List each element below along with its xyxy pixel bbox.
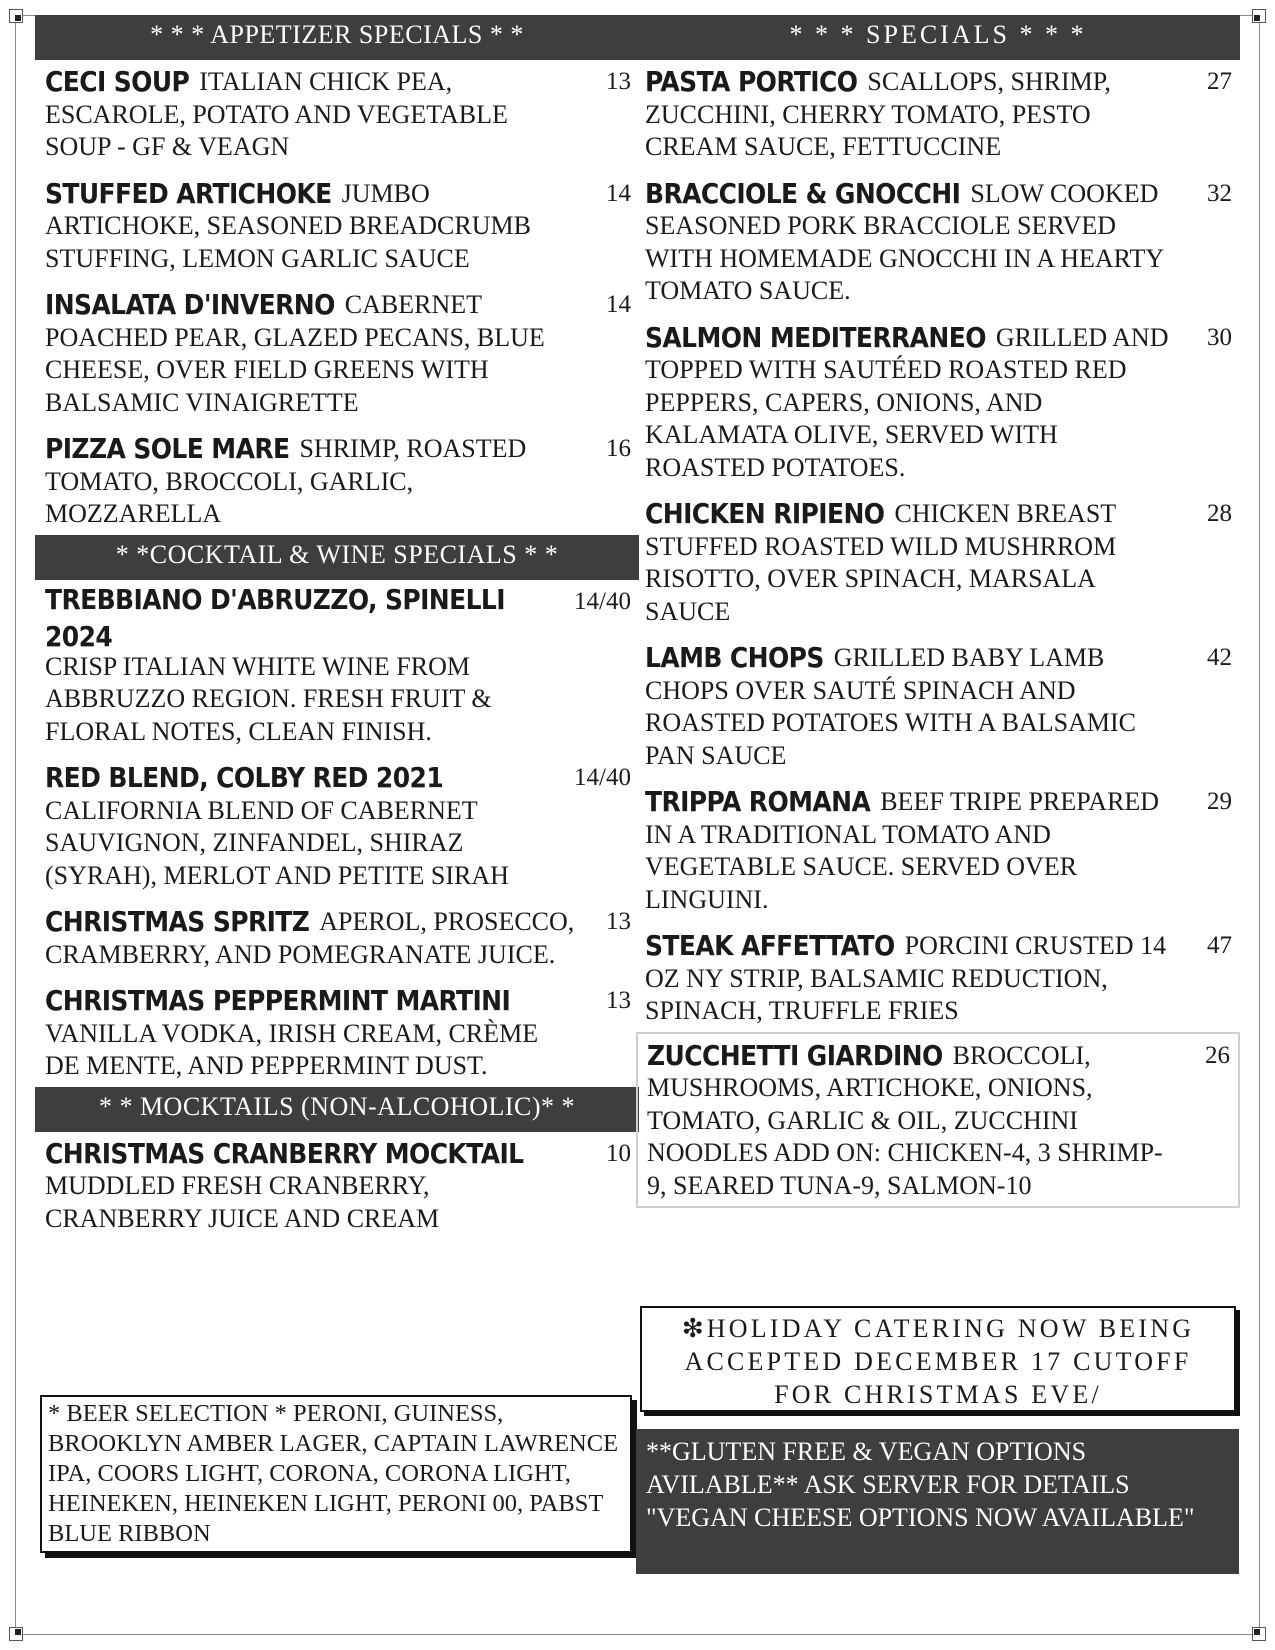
item-name: CHRISTMAS CRANBERRY MOCKTAIL — [45, 1136, 524, 1170]
item-description: CABERNET POACHED PEAR, GLAZED PECANS, BLUE CHEESE, OVER FIELD GREENS WITH BALSAMIC VINAIGRETTE — [45, 290, 545, 417]
boxed-menu-item — [636, 1032, 1240, 1209]
mocktail-list — [35, 1138, 639, 1236]
menu-item — [636, 786, 1240, 916]
item-description: CALIFORNIA BLEND OF CABERNET SAUVIGNON, ZINFANDEL, SHIRAZ (SYRAH), MERLOT AND PETITE SIRAH — [45, 795, 509, 890]
item-price: 30 — [1207, 323, 1232, 351]
menu-item — [35, 66, 639, 164]
item-name: TRIPPA ROMANA — [645, 785, 871, 818]
item-description: VANILLA VODKA, IRISH CREAM, CRÈME DE MENTE, AND PEPPERMINT DUST. — [45, 1018, 539, 1080]
frame-right — [1259, 16, 1260, 1634]
item-description: SLOW COOKED SEASONED PORK BRACCIOLE SERVED WITH HOMEMADE GNOCCHI IN A HEARTY TOMATO SAUCE. — [645, 178, 1164, 305]
menu-item — [35, 582, 639, 749]
menu-item — [35, 433, 639, 531]
menu-item — [636, 642, 1240, 772]
item-price: 10 — [606, 1139, 631, 1167]
item-name: PASTA PORTICO — [645, 65, 858, 98]
item-description: JUMBO ARTICHOKE, SEASONED BREADCRUMB STUFFING, LEMON GARLIC SAUCE — [45, 178, 531, 273]
item-name: RED BLEND, COLBY RED 2021 — [45, 761, 444, 794]
menu-item — [35, 906, 639, 971]
item-description: ITALIAN CHICK PEA, ESCAROLE, POTATO AND VEGETABLE SOUP - GF & VEAGN — [45, 67, 508, 161]
item-name: ZUCCHETTI GIARDINO — [647, 1038, 943, 1072]
item-price: 47 — [1207, 932, 1232, 959]
item-description: GRILLED BABY LAMB CHOPS OVER SAUTÉ SPINACH AND ROASTED POTATOES WITH A BALSAMIC PAN SAUCE — [645, 643, 1137, 770]
item-name: CHRISTMAS SPRITZ — [45, 905, 310, 938]
item-name: STEAK AFFETTATO — [645, 929, 895, 962]
item-description: SHRIMP, ROASTED TOMATO, BROCCOLI, GARLIC, MOZZARELLA — [45, 434, 527, 528]
item-price: 14/40 — [574, 764, 631, 791]
appetizer-specials-header: * * * APPETIZER SPECIALS * * — [35, 15, 639, 60]
appetizer-list — [35, 66, 639, 531]
item-description: APEROL, PROSECCO, CRAMBERRY, AND POMEGRANATE JUICE. — [45, 907, 575, 969]
menu-item — [35, 1138, 639, 1236]
item-description: SCALLOPS, SHRIMP, ZUCCHINI, CHERRY TOMATO, PESTO CREAM SAUCE, FETTUCCINE — [645, 67, 1111, 161]
item-description: CHICKEN BREAST STUFFED ROASTED WILD MUSHRROM RISOTTO, OVER SPINACH, MARSALA SAUCE — [645, 499, 1117, 626]
frame-bottom — [16, 1634, 1259, 1635]
menu-item — [636, 930, 1240, 1028]
corner-handle-top-left — [9, 9, 23, 23]
frame-left — [15, 16, 16, 1634]
menu-item — [636, 178, 1240, 308]
menu-item — [636, 498, 1240, 628]
item-price: 14/40 — [574, 587, 631, 615]
item-price: 27 — [1207, 68, 1232, 95]
item-description: GRILLED AND TOPPED WITH SAUTÉED ROASTED RED PEPPERS, CAPERS, ONIONS, AND KALAMATA OLIVE, SERVED WITH ROASTED POTATOES. — [645, 322, 1169, 482]
item-price: 14 — [606, 179, 631, 207]
item-description: CRISP ITALIAN WHITE WINE FROM ABBRUZZO REGION. FRESH FRUIT & FLORAL NOTES, CLEAN FINISH. — [45, 651, 492, 746]
specials-header: * * * SPECIALS * * * — [636, 15, 1240, 60]
item-name: INSALATA D'INVERNO — [45, 288, 335, 321]
item-price: 42 — [1207, 644, 1232, 671]
mocktails-header: * * MOCKTAILS (NON-ALCOHOLIC)* * — [35, 1087, 639, 1132]
item-name: STUFFED ARTICHOKE — [45, 176, 332, 210]
item-price: 16 — [606, 435, 631, 462]
menu-item — [35, 289, 639, 419]
gluten-free-vegan-box: **GLUTEN FREE & VEGAN OPTIONS AVILABLE** ASK SERVER FOR DETAILS "VEGAN CHEESE OPTIONS NOW AVAILABLE" — [636, 1429, 1239, 1574]
item-name: TREBBIANO D'ABRUZZO, SPINELLI 2024 — [45, 582, 505, 652]
item-price: 32 — [1207, 179, 1232, 207]
item-description: PORCINI CRUSTED 14 OZ NY STRIP, BALSAMIC REDUCTION, SPINACH, TRUFFLE FRIES — [645, 931, 1167, 1025]
menu-item — [35, 762, 639, 892]
item-price: 26 — [1205, 1041, 1230, 1069]
item-price: 13 — [606, 908, 631, 935]
item-description: MUDDLED FRESH CRANBERRY, CRANBERRY JUICE AND CREAM — [45, 1171, 440, 1233]
menu-item — [35, 985, 639, 1083]
corner-handle-top-right — [1252, 9, 1266, 23]
item-name: CHRISTMAS PEPPERMINT MARTINI — [45, 984, 511, 1017]
menu-item — [636, 322, 1240, 485]
item-name: CHICKEN RIPIENO — [645, 497, 885, 530]
corner-handle-bottom-left — [9, 1627, 23, 1641]
left-column — [35, 15, 639, 1249]
menu-item — [35, 178, 639, 276]
specials-list — [636, 66, 1240, 1208]
item-price: 28 — [1207, 500, 1232, 527]
item-description: BEEF TRIPE PREPARED IN A TRADITIONAL TOMATO AND VEGETABLE SAUCE. SERVED OVER LINGUINI. — [645, 787, 1160, 914]
item-price: 14 — [606, 291, 631, 318]
cocktail-list — [35, 582, 639, 1083]
beer-selection-box: * BEER SELECTION * PERONI, GUINESS, BROOKLYN AMBER LAGER, CAPTAIN LAWRENCE IPA, COORS LIGHT, CORONA, CORONA LIGHT, HEINEKEN, HEINEKEN LIGHT, PERONI 00, PABST BLUE RIBBON — [40, 1395, 632, 1553]
item-name: LAMB CHOPS — [645, 641, 824, 674]
item-price: 29 — [1207, 788, 1232, 815]
item-price: 13 — [606, 68, 631, 95]
item-name: CECI SOUP — [45, 65, 190, 98]
item-name: SALMON MEDITERRANEO — [645, 320, 986, 354]
item-description: BROCCOLI, MUSHROOMS, ARTICHOKE, ONIONS, TOMATO, GARLIC & OIL, ZUCCHINI NOODLES ADD ON: CHICKEN-4, 3 SHRIMP-9, SEARED TUNA-9, SALMON-10 — [647, 1040, 1163, 1200]
menu-item — [636, 66, 1240, 164]
item-price: 13 — [606, 987, 631, 1014]
item-name: BRACCIOLE & GNOCCHI — [645, 176, 961, 210]
right-column — [636, 15, 1240, 1208]
corner-handle-bottom-right — [1252, 1627, 1266, 1641]
holiday-catering-box: ❇HOLIDAY CATERING NOW BEING ACCEPTED DECEMBER 17 CUTOFF FOR CHRISTMAS EVE/ — [640, 1306, 1236, 1412]
item-name: PIZZA SOLE MARE — [45, 432, 290, 465]
cocktail-wine-specials-header: * *COCKTAIL & WINE SPECIALS * * — [35, 535, 639, 580]
